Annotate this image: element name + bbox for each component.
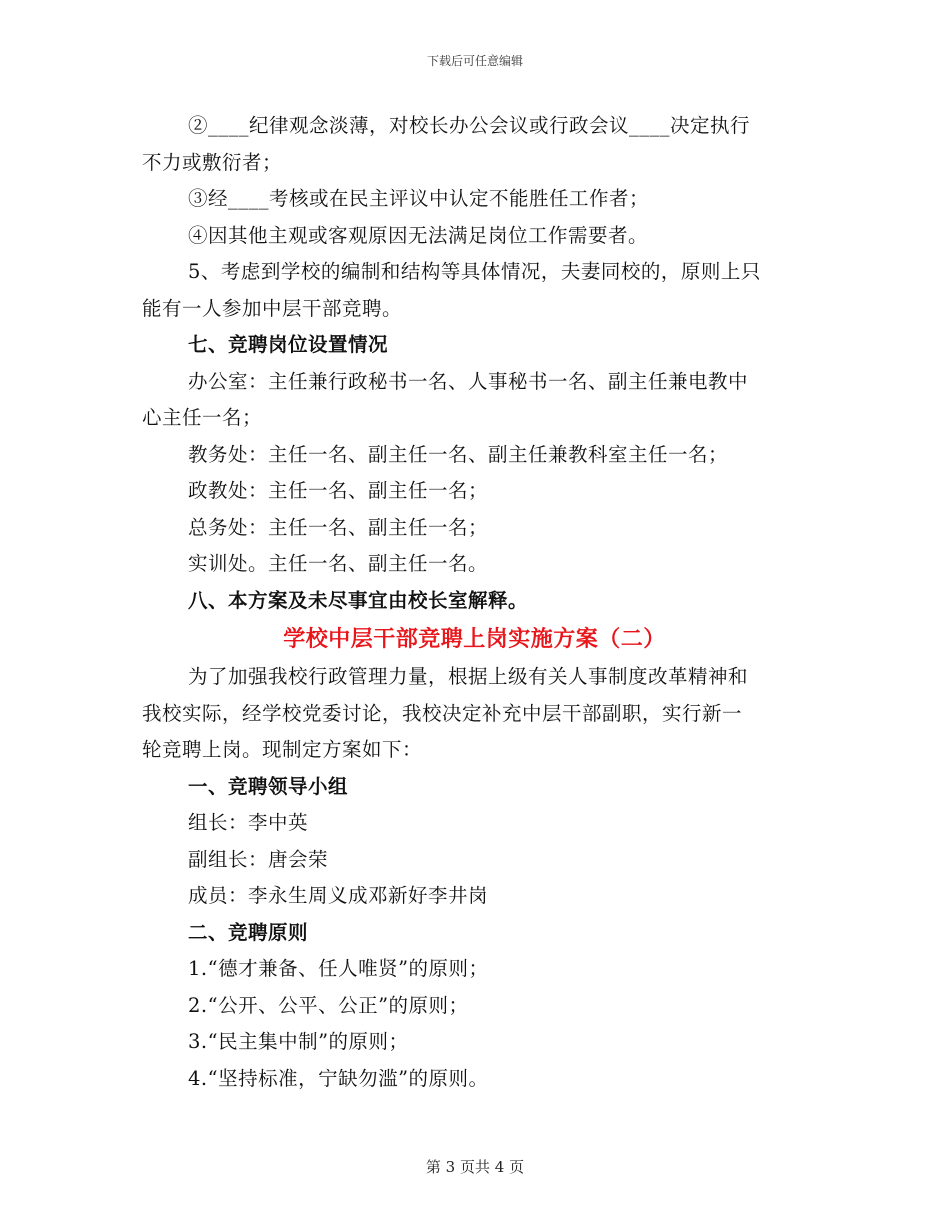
paragraph-line: 为了加强我校行政管理力量，根据上级有关人事制度改革精神和: [188, 665, 749, 688]
paragraph-line: 能有一人参加中层干部竞聘。: [142, 296, 403, 320]
paragraph-line: ④因其他主观或客观原因无法满足岗位工作需要者。: [188, 223, 649, 247]
paragraph-line: 办公室：主任兼行政秘书一名、人事秘书一名、副主任兼电教中: [188, 369, 749, 393]
paragraph-line: 实训处。主任一名、副主任一名。: [188, 552, 489, 575]
section-heading: 八、本方案及未尽事宜由校长室解释。: [188, 588, 529, 612]
paragraph-line: 心主任一名；: [142, 406, 263, 429]
section-heading: 二、竞聘原则: [188, 920, 309, 944]
paragraph-line: 我校实际，经学校党委讨论，我校决定补充中层干部副职，实行新一: [142, 701, 743, 725]
document-body: [142, 108, 807, 1097]
section-before-title: [142, 108, 807, 619]
section-after-title: [142, 659, 807, 1097]
paragraph-line: 3.“民主集中制”的原则；: [188, 1030, 409, 1053]
section-heading: 七、竞聘岗位设置情况: [188, 333, 389, 356]
paragraph-line: 2.“公开、公平、公正”的原则；: [188, 993, 469, 1017]
page-footer: 第 3 页共 4 页: [425, 1158, 525, 1176]
paragraph-line: ③经____考核或在民主评议中认定不能胜任工作者；: [188, 187, 650, 210]
paragraph-line: 组长：李中英: [188, 811, 309, 834]
paragraph-line: 1.“德才兼备、任人唯贤”的原则；: [188, 957, 489, 980]
paragraph-line: 成员：李永生周义成邓新好李井岗: [188, 884, 489, 907]
paragraph-line: 副组长：唐会荣: [188, 847, 329, 871]
paragraph-line: 总务处：主任一名、副主任一名；: [188, 515, 489, 539]
paragraph-line: 不力或敷衍者；: [142, 150, 283, 174]
page-header: 下载后可任意编辑: [426, 54, 523, 68]
paragraph-line: 4.“坚持标准，宁缺勿滥”的原则。: [188, 1066, 489, 1090]
section-heading: 一、竞聘领导小组: [188, 774, 349, 798]
paragraph-line: 政教处：主任一名、副主任一名；: [188, 479, 489, 502]
document-title: 学校中层干部竞聘上岗实施方案（二）: [283, 626, 666, 652]
paragraph-line: 教务处：主任一名、副主任一名、副主任兼教科室主任一名；: [188, 442, 729, 466]
paragraph-line: ②____纪律观念淡薄，对校长办公会议或行政会议____决定执行: [188, 114, 751, 137]
paragraph-line: 5、考虑到学校的编制和结构等具体情况，夫妻同校的，原则上只: [188, 260, 761, 283]
paragraph-line: 轮竞聘上岗。现制定方案如下：: [142, 738, 423, 761]
